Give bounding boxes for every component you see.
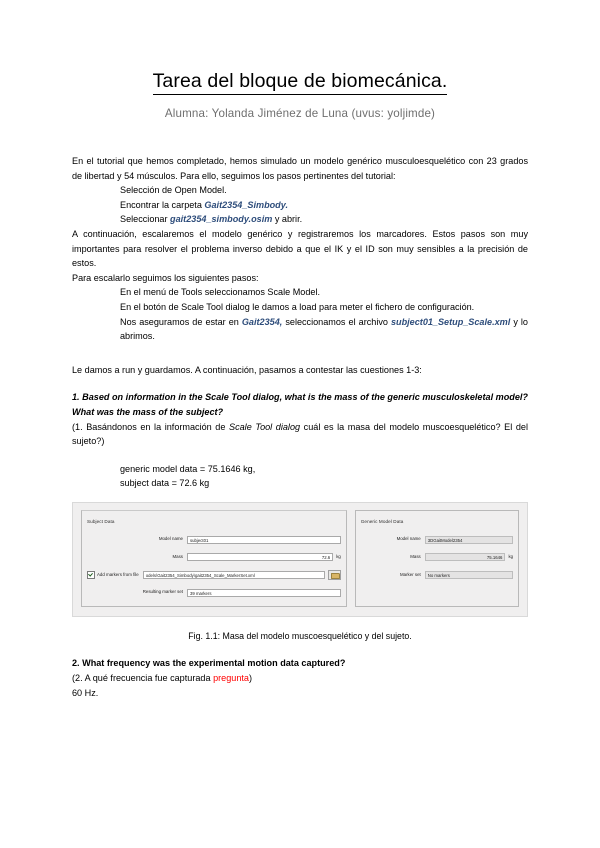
generic-model-data-panel: [355, 510, 519, 607]
figure-caption: Fig. 1.1: Masa del modelo muscoesquelético y del sujeto.: [188, 630, 412, 641]
question-2-translation-suffix: ): [248, 673, 252, 684]
subject-mass-row: [87, 550, 341, 565]
tutorial-step-1: Selección de Open Model.: [120, 185, 227, 196]
question-2-translation: [72, 671, 528, 686]
question-2-heading: 2. What frequency was the experimental motion data captured?: [72, 658, 346, 669]
subject-model-name-row: [87, 532, 341, 547]
generic-model-data-legend: Generic Model Data: [360, 518, 404, 524]
run-paragraph: Le damos a run y guardamos. A continuación, pasamos a contestar las cuestiones 1-3:: [72, 364, 422, 375]
resulting-marker-set-value: 39 markers: [187, 589, 341, 597]
scale-step-2: En el botón de Scale Tool dialog le damos a load para meter el fichero de configuración.: [120, 301, 475, 312]
add-markers-label: Add markers from file: [97, 571, 139, 577]
intro-paragraph-2: A continuación, escalaremos el modelo genérico y registraremos los marcadores. Estos pasos son muy importantes para resolver el problema inverso debido a que el IK y el ID son muy sensibles a la precisión de estos.: [72, 228, 528, 269]
folder-browse-icon[interactable]: [328, 570, 341, 581]
subject-mass-label: Mass: [172, 554, 183, 560]
subject-model-name-input[interactable]: subject01: [187, 536, 341, 544]
question-1-translation-prefix: (1. Basándonos en la información de: [72, 421, 230, 432]
generic-mass-unit: kg: [508, 554, 513, 560]
tutorial-step-3: [72, 212, 528, 227]
intro-paragraph-3: Para escalarlo seguimos los siguientes pasos:: [72, 272, 259, 283]
question-2-answer: 60 Hz.: [72, 687, 99, 698]
generic-marker-set-label: Marker set: [400, 571, 421, 577]
document-body: [72, 120, 528, 700]
subject-mass-input[interactable]: 72.6: [187, 553, 333, 561]
marker-file-input[interactable]: odels\Gait2354_Simbody\gait2354_Scale_MarkerSet.xml: [143, 571, 325, 579]
add-markers-checkbox[interactable]: [87, 571, 95, 579]
resulting-marker-set-label: Resulting marker set: [142, 589, 183, 595]
resulting-marker-set-row: [87, 585, 341, 600]
tutorial-step-3-suffix: y abrir.: [272, 214, 303, 225]
generic-mass-value: 75.1646: [425, 553, 506, 561]
tutorial-step-2-prefix: Encontrar la carpeta: [120, 199, 205, 210]
add-markers-row: [87, 568, 341, 583]
page-subtitle: Alumna: Yolanda Jiménez de Luna (uvus: yoljimde): [164, 107, 436, 120]
generic-model-name-row: [361, 532, 513, 547]
scale-step-3: [72, 315, 528, 344]
tutorial-step-3-prefix: Seleccionar: [120, 214, 171, 225]
generic-marker-set-value: No markers: [425, 571, 513, 579]
scale-step-3-emphasis-1: Gait2354,: [241, 316, 283, 327]
tutorial-step-2-emphasis: Gait2354_Simbody.: [204, 199, 288, 210]
question-1-translation-suffix: cuál es la masa del modelo muscoesquelético? El del sujeto?): [72, 421, 528, 447]
scale-tool-dialog-screenshot: [72, 502, 528, 617]
subject-data-panel: [81, 510, 347, 607]
scale-step-3-emphasis-2: subject01_Setup_Scale.xml: [390, 316, 511, 327]
generic-marker-set-row: [361, 568, 513, 583]
generic-model-name-value: 3DGaitModel2354: [425, 536, 513, 544]
scale-step-3-prefix: Nos aseguramos de estar en: [120, 316, 242, 327]
scale-step-3-suffix: y lo abrimos.: [120, 316, 528, 342]
question-1-answer-line-2: subject data = 72.6 kg: [120, 478, 210, 489]
generic-mass-label: Mass: [410, 554, 421, 560]
generic-mass-row: [361, 550, 513, 565]
subject-mass-unit: kg: [336, 554, 341, 560]
question-1-heading: 1. Based on information in the Scale Tool dialog, what is the mass of the generic musculoskeletal model? What was the mass of the subject?: [72, 392, 528, 417]
question-1-translation: [72, 420, 528, 449]
scale-step-1: En el menú de Tools seleccionamos Scale Model.: [120, 287, 321, 298]
generic-model-name-label: Model name: [396, 536, 421, 542]
tutorial-step-3-emphasis: gait2354_simbody.osim: [170, 214, 273, 225]
question-1-translation-emphasis: Scale Tool dialog: [229, 421, 301, 432]
scale-step-3-middle: seleccionamos el archivo: [282, 316, 391, 327]
subject-data-legend: Subject Data: [87, 518, 115, 524]
intro-paragraph-1: En el tutorial que hemos completado, hemos simulado un modelo genérico musculoesquelético con 23 grados de libertad y 54 músculos. Para ello, seguimos los pasos pertinentes del tutorial:: [72, 156, 528, 181]
question-2-translation-prefix: (2. A qué frecuencia fue capturada: [72, 673, 214, 684]
tutorial-step-2: [72, 198, 528, 213]
subject-model-name-label: Model name: [158, 536, 183, 542]
page-title: [72, 0, 528, 93]
page-title-text: Tarea del bloque de biomecánica.: [153, 70, 448, 95]
question-1-answer-line-1: generic model data = 75.1646 kg,: [120, 463, 256, 474]
question-2-translation-red: pregunta: [213, 673, 249, 684]
